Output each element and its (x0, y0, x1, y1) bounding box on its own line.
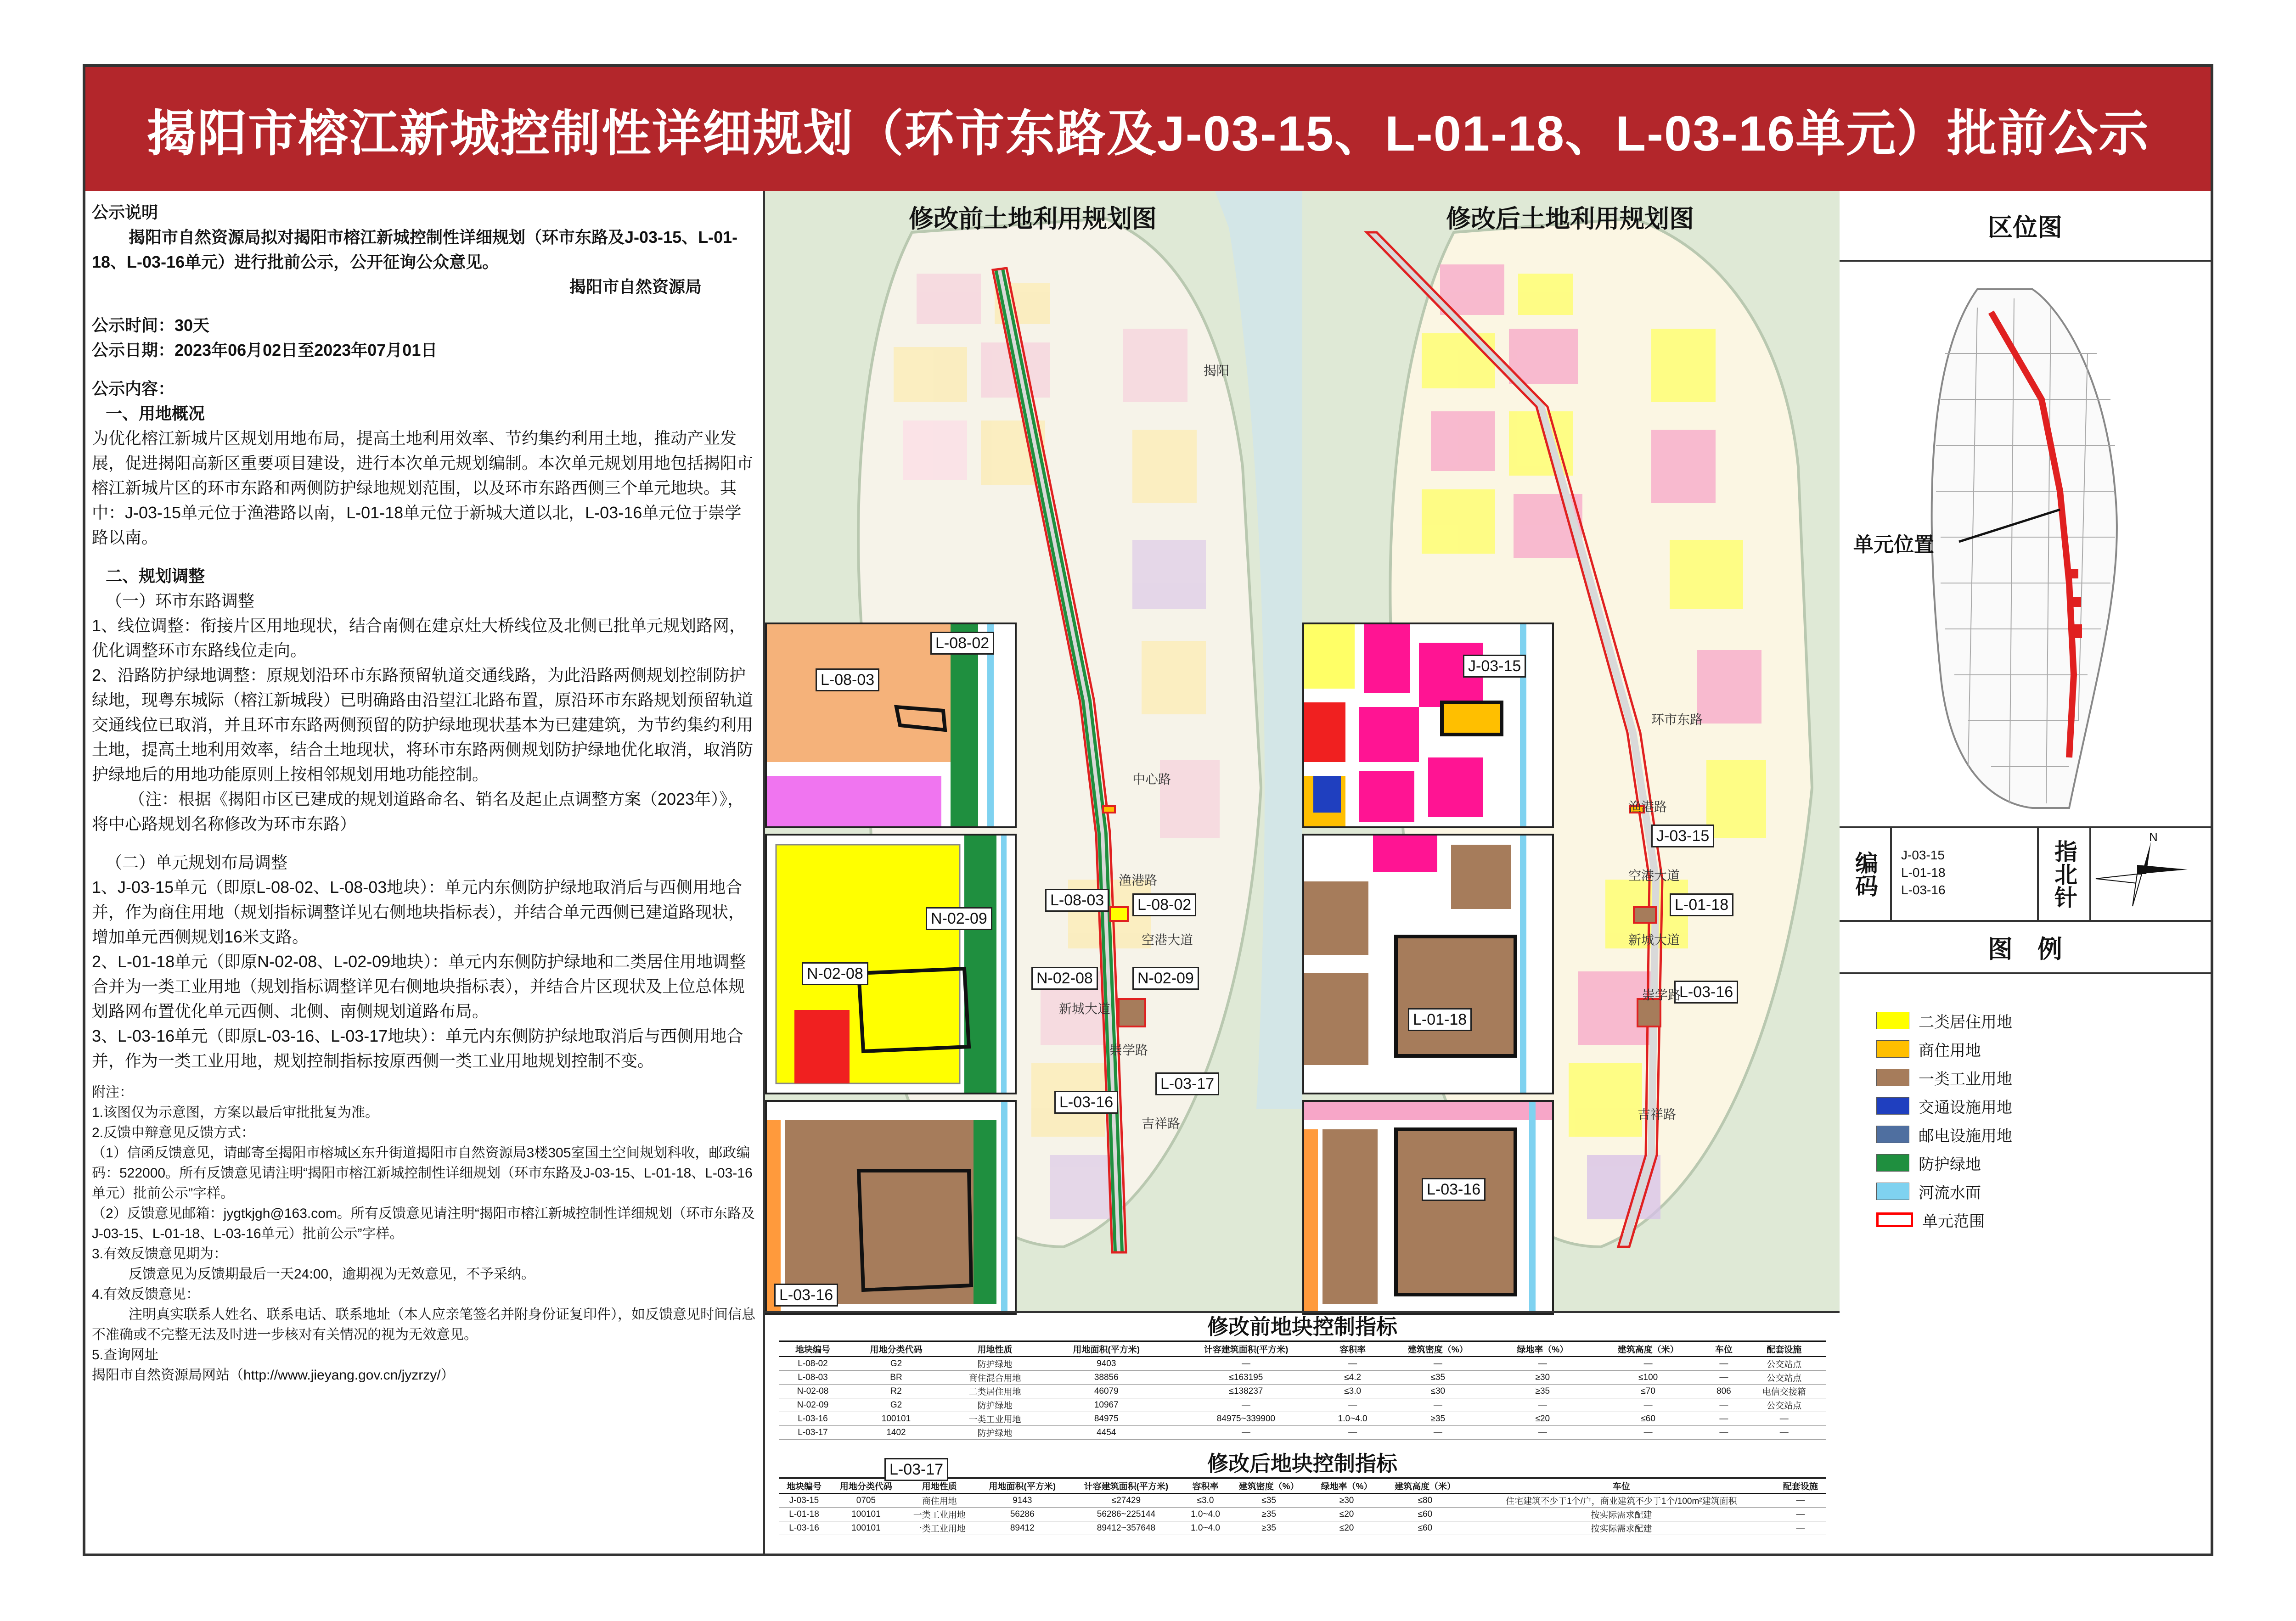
section2-1-b: 2、沿路防护绿地调整：原规划沿环市东路预留轨道交通线路，为此沿路两侧规划控制防护绿地，现粤东城际（榕江新城段）已明确路由沿望江北路布置，原沿环市东路规划预留轨道交通线位已取消，并且环市东路两侧预留的防护绿地现状基本为已建建筑，为节约集约利用土地，提高土地利用效率，结合土地现状，将环市东路两侧规划防护绿地优化取消，取消防护绿地后的用地功能原则上按相邻规划用地功能控制。 (92, 666, 754, 784)
label-after-l0118-inset: L-01-18 (1408, 1008, 1472, 1031)
table-before (779, 1341, 1826, 1440)
table-header: 用地面积(平方米) (976, 1478, 1069, 1494)
table-header: 容积率 (1184, 1478, 1227, 1494)
table-cell: — (1775, 1521, 1826, 1535)
poster-frame (83, 64, 2213, 1556)
table-cell: — (1494, 1426, 1591, 1440)
appendix-4-1: 注明真实联系人姓名、联系电话、联系地址（本人应亲笔签名并附身份证复印件），如反馈意见时间信息不准确或不完整无法及时进一步核对有关情况的视为无效意见。 (92, 1307, 755, 1342)
table-header: 用地面积(平方米) (1044, 1341, 1169, 1357)
table-cell: — (1705, 1426, 1742, 1440)
table-cell: — (1775, 1508, 1826, 1521)
legend-item (1876, 1120, 2211, 1149)
table-header: 车位 (1705, 1341, 1742, 1357)
label-before-n0208-map: N-02-08 (1031, 967, 1098, 990)
section1-heading: 一、用地概况 (106, 404, 205, 423)
table-cell: ≤20 (1311, 1508, 1383, 1521)
street-chongxue: 崇学路 (1109, 1043, 1148, 1057)
street-jieyang-1: 揭阳 (1204, 364, 1230, 378)
table-cell: ≤30 (1382, 1385, 1494, 1398)
table-cell: 公交站点 (1742, 1371, 1826, 1385)
code-list (1892, 828, 2039, 920)
table-cell: 84975 (1044, 1412, 1169, 1426)
table-cell: ≤27429 (1069, 1493, 1184, 1508)
table-header: 地块编号 (779, 1478, 829, 1494)
legend-label: 商住用地 (1919, 1042, 1981, 1060)
label-before-l0803: L-08-03 (816, 668, 879, 691)
label-after-j0315-map: J-03-15 (1651, 825, 1714, 847)
inset-after-l0316 (1302, 1100, 1554, 1315)
label-before-l0802: L-08-02 (930, 632, 994, 655)
table-cell: — (1775, 1493, 1826, 1508)
inset-after-l0118 (1302, 834, 1554, 1094)
table-cell: — (1169, 1398, 1324, 1412)
code-item: J-03-15 (1901, 848, 1945, 862)
table-cell: ≤3.0 (1184, 1493, 1227, 1508)
table-header: 建筑高度（米） (1383, 1478, 1468, 1494)
table-header: 计容建筑面积(平方米) (1169, 1341, 1324, 1357)
legend-item (1876, 1177, 2211, 1206)
meta-row (1840, 828, 2211, 922)
table-header: 地块编号 (779, 1341, 847, 1357)
legend-swatch (1876, 1012, 1909, 1029)
table-cell: 按实际需求配建 (1468, 1508, 1775, 1521)
table-cell: 1402 (847, 1426, 945, 1440)
table-cell: 一类工业用地 (903, 1521, 976, 1535)
table-header: 配套设施 (1775, 1478, 1826, 1494)
street-konggang: 空港大道 (1142, 933, 1193, 947)
table-cell: 9403 (1044, 1357, 1169, 1371)
table-cell: ≥30 (1494, 1371, 1591, 1385)
street-konggang-after: 空港大道 (1628, 869, 1680, 883)
table-cell: N-02-09 (779, 1398, 847, 1412)
appendix-3-1: 反馈意见为反馈期最后一天24:00，逾期视为无效意见，不予采纳。 (129, 1267, 535, 1282)
table-header: 用地性质 (903, 1478, 976, 1494)
table-after-title: 修改后地块控制指标 (1207, 1452, 1397, 1475)
table-cell: 100101 (829, 1508, 903, 1521)
table-header: 用地性质 (945, 1341, 1044, 1357)
table-cell: — (1169, 1426, 1324, 1440)
table-cell: ≤100 (1591, 1371, 1705, 1385)
table-cell: ≤80 (1383, 1493, 1468, 1508)
section2-1-a: 1、线位调整：衔接片区用地现状，结合南侧在建京灶大桥线位及北侧已批单元规划路网，优化调整环市东路线位走向。 (92, 616, 746, 660)
table-cell: 公交站点 (1742, 1357, 1826, 1371)
table-cell: L-03-17 (779, 1426, 847, 1440)
code-item: L-01-18 (1901, 865, 1946, 880)
table-cell: 100101 (829, 1521, 903, 1535)
legend-label: 防护绿地 (1919, 1155, 1981, 1173)
unit-location-label: 单元位置 (1853, 533, 1934, 556)
table-cell: 100101 (847, 1412, 945, 1426)
table-cell: 一类工业用地 (945, 1412, 1044, 1426)
label-before-l0803-map: L-08-03 (1045, 889, 1109, 912)
table-cell: 9143 (976, 1493, 1069, 1508)
table-cell: — (1494, 1357, 1591, 1371)
label-before-n0208: N-02-08 (802, 962, 868, 985)
notice-heading: 公示说明 (92, 203, 158, 222)
table-cell: 4454 (1044, 1426, 1169, 1440)
indicator-tables (765, 1311, 1840, 1556)
street-chongxue-after: 崇学路 (1642, 988, 1681, 1002)
appendix-4: 4.有效反馈意见： (92, 1287, 200, 1302)
section2-heading: 二、规划调整 (106, 567, 205, 585)
label-after-j0315-inset: J-03-15 (1463, 655, 1526, 678)
legend-swatch (1876, 1154, 1909, 1172)
table-row (779, 1371, 1826, 1385)
table-header: 绿地率（%） (1311, 1478, 1383, 1494)
table-header: 建筑密度（%） (1227, 1478, 1311, 1494)
label-before-l0802-map: L-08-02 (1132, 893, 1196, 916)
label-before-n0209: N-02-09 (926, 907, 992, 930)
legend-label: 一类工业用地 (1919, 1070, 2012, 1088)
table-cell: 防护绿地 (945, 1426, 1044, 1440)
street-xincheng-after: 新城大道 (1628, 933, 1680, 947)
table-cell: ≤70 (1591, 1385, 1705, 1398)
table-row (779, 1426, 1826, 1440)
notice-panel (85, 191, 765, 1556)
appendix-2: 2.反馈申辩意见反馈方式： (92, 1125, 255, 1140)
legend-swatch (1876, 1212, 1913, 1227)
section2-2-b: 2、L-01-18单元（即原N-02-08、L-02-09地块）：单元内东侧防护绿地和二类居住用地调整合并为一类工业用地（规划指标调整详见右侧地块指标表），并结合片区现状及上位总体规划路网布置优化单元西侧、北侧、南侧规划道路布局。 (92, 952, 746, 1021)
appendix-heading: 附注： (92, 1085, 133, 1100)
table-row (779, 1412, 1826, 1426)
table-cell: 二类居住用地 (945, 1385, 1044, 1398)
table-header: 建筑密度（%） (1382, 1341, 1494, 1357)
street-yugang-after: 渔港路 (1628, 800, 1667, 814)
table-cell: L-01-18 (779, 1508, 829, 1521)
table-header: 车位 (1468, 1478, 1775, 1494)
appendix-5: 5.查询网址 (92, 1347, 159, 1363)
table-header: 容积率 (1323, 1341, 1382, 1357)
table-cell: L-08-02 (779, 1357, 847, 1371)
legend-item (1876, 1149, 2211, 1177)
table-row (779, 1508, 1826, 1521)
table-cell: — (1494, 1398, 1591, 1412)
north-arrow-icon (2091, 828, 2211, 920)
table-row (779, 1521, 1826, 1535)
label-before-l0316-map: L-03-16 (1054, 1091, 1118, 1114)
legend-item (1876, 1206, 2211, 1234)
table-cell: ≤20 (1311, 1521, 1383, 1535)
legend-label: 交通设施用地 (1919, 1099, 2012, 1116)
label-before-n0209-map: N-02-09 (1132, 967, 1199, 990)
content-heading: 公示内容： (92, 379, 175, 398)
table-cell: 806 (1705, 1385, 1742, 1398)
notice-dates: 公示日期：2023年06月02日至2023年07月01日 (92, 341, 438, 359)
table-cell: 89412~357648 (1069, 1521, 1184, 1535)
table-after (779, 1477, 1826, 1535)
street-jixiang-after: 吉祥路 (1638, 1107, 1677, 1122)
table-cell: — (1705, 1357, 1742, 1371)
table-row (779, 1357, 1826, 1371)
legend-label: 二类居住用地 (1919, 1013, 2012, 1031)
label-after-l0316-inset: L-03-16 (1422, 1178, 1486, 1201)
legend-label: 河流水面 (1919, 1184, 1981, 1202)
table-header: 计容建筑面积(平方米) (1069, 1478, 1184, 1494)
table-cell: 56286 (976, 1508, 1069, 1521)
legend-title: 图 例 (1840, 922, 2211, 974)
table-cell: — (1169, 1357, 1324, 1371)
table-row (779, 1398, 1826, 1412)
map-after-title: 修改后土地利用规划图 (1446, 205, 1694, 233)
table-cell: ≤4.2 (1323, 1371, 1382, 1385)
label-before-l0317-map: L-03-17 (1155, 1072, 1219, 1095)
legend-label: 邮电设施用地 (1919, 1127, 2012, 1145)
table-cell: 一类工业用地 (903, 1508, 976, 1521)
legend-swatch (1876, 1097, 1909, 1115)
table-cell: — (1382, 1357, 1494, 1371)
table-cell: 1.0~4.0 (1323, 1412, 1382, 1426)
street-zhongxin: 中心路 (1132, 772, 1171, 786)
street-huanshidong: 环市东路 (1651, 712, 1703, 727)
location-title: 区位图 (1840, 191, 2211, 262)
legend-swatch (1876, 1126, 1909, 1143)
table-cell: N-02-08 (779, 1385, 847, 1398)
table-cell: — (1742, 1426, 1826, 1440)
table-cell: L-08-03 (779, 1371, 847, 1385)
legend-item (1876, 1063, 2211, 1092)
table-header: 建筑高度（米） (1591, 1341, 1705, 1357)
north-label: 指北针 (2039, 828, 2091, 920)
legend-swatch (1876, 1183, 1909, 1200)
table-cell: — (1323, 1398, 1382, 1412)
map-before-title: 修改前土地利用规划图 (909, 205, 1157, 233)
table-cell: — (1705, 1412, 1742, 1426)
table-cell: 1.0~4.0 (1184, 1521, 1227, 1535)
code-item: L-03-16 (1901, 883, 1946, 897)
appendix-5-1[interactable]: 揭阳市自然资源局网站（http://www.jieyang.gov.cn/jyzrzy/） (92, 1368, 455, 1383)
street-jixiang: 吉祥路 (1142, 1116, 1181, 1131)
table-cell: ≤60 (1591, 1412, 1705, 1426)
table-cell: ≤20 (1494, 1412, 1591, 1426)
appendix-3: 3.有效反馈意见期为： (92, 1246, 228, 1262)
table-cell: 1.0~4.0 (1184, 1508, 1227, 1521)
table-before-title: 修改前地块控制指标 (1207, 1315, 1397, 1339)
table-cell: 住宅建筑不少于1个/户，商业建筑不少于1个/100m²建筑面积 (1468, 1493, 1775, 1508)
table-cell: 89412 (976, 1521, 1069, 1535)
table-cell: ≤35 (1382, 1371, 1494, 1385)
table-cell: 公交站点 (1742, 1398, 1826, 1412)
page-title: 揭阳市榕江新城控制性详细规划（环市东路及J-03-15、L-01-18、L-03-16单元）批前公示 (85, 67, 2211, 191)
table-cell: — (1705, 1398, 1742, 1412)
table-header: 用地分类代码 (829, 1478, 903, 1494)
section1-text: 为优化榕江新城片区规划用地布局，提高土地利用效率、节约集约利用土地，推动产业发展，促进揭阳高新区重要项目建设，进行本次单元规划编制。本次单元规划用地包括揭阳市榕江新城片区的环市东路和两侧防护绿地规划范围，以及环市东路西侧三个单元地块。其中：J-03-15单元位于渔港路以南，L-01-18单元位于新城大道以北，L-03-16单元位于崇学路以南。 (92, 429, 754, 547)
table-header: 绿地率（%） (1494, 1341, 1591, 1357)
section2-2-heading: （二）单元规划布局调整 (106, 853, 288, 872)
section2-1-heading: （一）环市东路调整 (106, 591, 255, 610)
north-letter: N (2149, 830, 2158, 844)
table-row (779, 1385, 1826, 1398)
section2-2-a: 1、J-03-15单元（即原L-08-02、L-08-03地块）：单元内东侧防护绿地取消后与西侧用地合并，作为商住用地（规划指标调整详见右侧地块指标表），并结合单元西侧已建道路现状，增加单元西侧规划16米支路。 (92, 878, 745, 946)
table-cell: ≤163195 (1169, 1371, 1324, 1385)
table-row (779, 1493, 1826, 1508)
table-cell: ≤60 (1383, 1521, 1468, 1535)
inset-before-l0316 (765, 1100, 1017, 1315)
legend-item (1876, 1092, 2211, 1120)
legend-item (1876, 1035, 2211, 1063)
table-cell: ≥35 (1227, 1508, 1311, 1521)
appendix-2-1: （1）信函反馈意见，请邮寄至揭阳市榕城区东升街道揭阳市自然资源局3楼305室国土空间规划科收，邮政编码：522000。所有反馈意见请注明“揭阳市榕江新城控制性详细规划（环市东路及J-03-15、L-01-18、L-03-16单元）批前公示”字样。 (92, 1145, 753, 1201)
code-label: 编码 (1840, 828, 1892, 920)
table-cell: L-03-16 (779, 1521, 829, 1535)
table-cell: — (1323, 1357, 1382, 1371)
table-cell: L-03-16 (779, 1412, 847, 1426)
legend-swatch (1876, 1040, 1909, 1058)
notice-signature: 揭阳市自然资源局 (569, 277, 702, 296)
table-cell: 商住用地 (903, 1493, 976, 1508)
table-cell: ≤3.0 (1323, 1385, 1382, 1398)
table-cell: ≥35 (1227, 1521, 1311, 1535)
table-cell: 按实际需求配建 (1468, 1521, 1775, 1535)
table-cell: 10967 (1044, 1398, 1169, 1412)
table-cell: 防护绿地 (945, 1357, 1044, 1371)
street-yugang: 渔港路 (1119, 873, 1158, 887)
table-cell: — (1591, 1398, 1705, 1412)
legend-label: 单元范围 (1922, 1212, 1985, 1230)
street-xincheng: 新城大道 (1059, 1002, 1111, 1016)
appendix-2-2: （2）反馈意见邮箱：jygtkjgh@163.com。所有反馈意见请注明“揭阳市榕江新城控制性详细规划（环市东路及J-03-15、L-01-18、L-03-16单元）批前公示”字样。 (92, 1206, 755, 1241)
table-cell: 38856 (1044, 1371, 1169, 1385)
table-cell: 电信交接箱 (1742, 1385, 1826, 1398)
table-cell: ≥30 (1311, 1493, 1383, 1508)
section2-1-note: （注：根据《揭阳市区已建成的规划道路命名、销名及起止点调整方案（2023年）》，将中心路规划名称修改为环市东路） (92, 790, 744, 833)
label-after-l0118-map: L-01-18 (1670, 893, 1733, 916)
legend-item (1876, 1006, 2211, 1035)
side-panel (1840, 191, 2211, 1556)
table-cell: J-03-15 (779, 1493, 829, 1508)
table-cell: — (1323, 1426, 1382, 1440)
table-cell: G2 (847, 1357, 945, 1371)
appendix-1: 1.该图仅为示意图，方案以最后审批批复为准。 (92, 1105, 379, 1120)
table-cell: ≤60 (1383, 1508, 1468, 1521)
location-map (1840, 262, 2211, 828)
table-cell: G2 (847, 1398, 945, 1412)
table-cell: R2 (847, 1385, 945, 1398)
table-header: 配套设施 (1742, 1341, 1826, 1357)
label-before-l0317-inset: L-03-17 (884, 1458, 948, 1481)
table-cell: BR (847, 1371, 945, 1385)
table-cell: 0705 (829, 1493, 903, 1508)
table-cell: — (1742, 1412, 1826, 1426)
legend-swatch (1876, 1069, 1909, 1086)
table-cell: — (1591, 1426, 1705, 1440)
table-cell: ≤138237 (1169, 1385, 1324, 1398)
table-cell: ≥35 (1494, 1385, 1591, 1398)
notice-period: 公示时间：30天 (92, 316, 210, 335)
table-cell: 84975~339900 (1169, 1412, 1324, 1426)
table-header: 用地分类代码 (847, 1341, 945, 1357)
inset-after-j0315 (1302, 623, 1554, 828)
label-after-l0316-map: L-03-16 (1674, 981, 1738, 1004)
table-cell: — (1591, 1357, 1705, 1371)
table-cell: 防护绿地 (945, 1398, 1044, 1412)
legend (1840, 974, 2211, 1234)
table-cell: ≥35 (1382, 1412, 1494, 1426)
table-cell: 商住混合用地 (945, 1371, 1044, 1385)
table-cell: 56286~225144 (1069, 1508, 1184, 1521)
table-cell: 46079 (1044, 1385, 1169, 1398)
map-after (1302, 191, 1840, 1311)
notice-intro: 揭阳市自然资源局拟对揭阳市榕江新城控制性详细规划（环市东路及J-03-15、L-01-18、L-03-16单元）进行批前公示，公开征询公众意见。 (92, 228, 738, 271)
table-cell: ≤35 (1227, 1493, 1311, 1508)
table-cell: — (1382, 1398, 1494, 1412)
section2-2-c: 3、L-03-16单元（即原L-03-16、L-03-17地块）：单元内东侧防护绿地取消后与西侧用地合并，作为一类工业用地，规划控制指标按原西侧一类工业用地规划控制不变。 (92, 1026, 743, 1070)
label-before-l0316-inset: L-03-16 (774, 1284, 838, 1307)
table-cell: — (1705, 1371, 1742, 1385)
table-cell: — (1382, 1426, 1494, 1440)
